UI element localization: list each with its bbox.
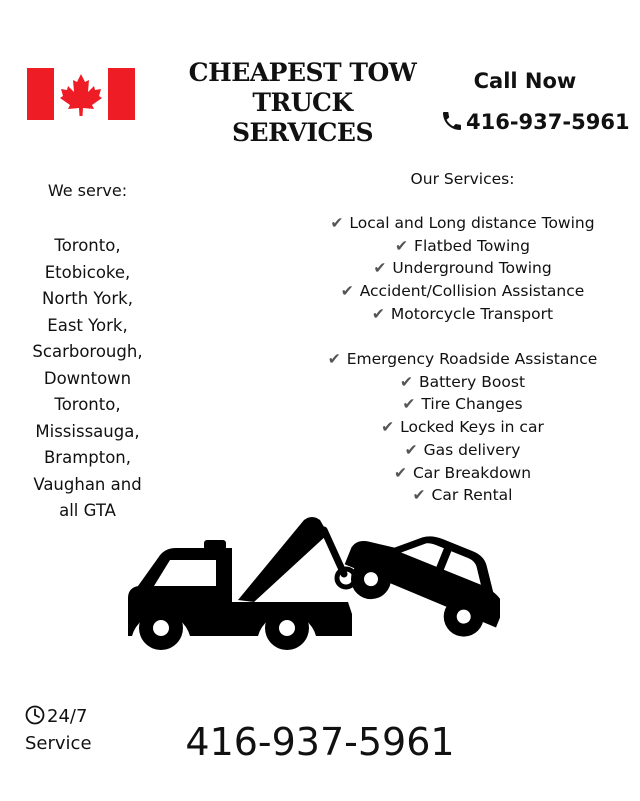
area-item: Scarborough, — [32, 342, 143, 361]
service-item-label: Local and Long distance Towing — [349, 214, 595, 232]
service-item — [300, 371, 625, 394]
service-item-label: Emergency Roadside Assistance — [346, 350, 598, 368]
area-item: Mississauga, — [35, 421, 140, 441]
availability-line — [25, 703, 135, 730]
title-line: CHEAPEST TOW — [188, 58, 417, 87]
title-line: TRUCK — [252, 88, 353, 117]
area-item: East York, — [47, 315, 128, 335]
title-line: SERVICES — [231, 118, 374, 147]
service-item — [300, 348, 625, 371]
area-item: Toronto, — [54, 395, 121, 414]
service-item-label: Car Breakdown — [412, 463, 532, 482]
check-icon: ✔ — [399, 372, 413, 391]
service-item — [300, 416, 625, 439]
check-icon: ✔ — [393, 463, 407, 482]
service-item — [300, 462, 625, 485]
services-list-roadside — [300, 348, 625, 507]
availability-hours: 24/7 — [47, 706, 88, 727]
check-icon: ✔ — [371, 304, 385, 323]
we-serve-label: We serve: — [47, 181, 128, 200]
service-item — [300, 393, 625, 416]
service-item — [300, 303, 625, 326]
service-item-label: Battery Boost — [418, 372, 526, 391]
service-item — [300, 212, 625, 235]
service-item-label: Motorcycle Transport — [390, 304, 554, 323]
services-list-towing — [300, 212, 625, 326]
area-item: Toronto, — [54, 236, 121, 255]
service-item — [300, 257, 625, 280]
check-icon: ✔ — [402, 395, 416, 414]
area-item: Brampton, — [43, 448, 132, 467]
service-item — [300, 439, 625, 462]
check-icon: ✔ — [373, 259, 387, 278]
area-item: Etobicoke, — [44, 262, 131, 282]
tow-truck-icon — [120, 516, 500, 652]
services-label: Our Services: — [410, 170, 515, 188]
area-item: all GTA — [59, 501, 116, 520]
availability-service: Service — [25, 733, 92, 754]
clock-icon — [25, 705, 45, 725]
check-icon: ✔ — [340, 282, 354, 301]
phone-icon — [440, 109, 464, 133]
service-item — [300, 235, 625, 258]
service-item — [300, 280, 625, 303]
service-item-label: Accident/Collision Assistance — [359, 282, 585, 301]
service-item-label: Car Rental — [431, 486, 513, 505]
service-areas-list — [15, 233, 160, 525]
area-item: Vaughan and — [33, 474, 142, 494]
call-now-label: Call Now — [473, 69, 577, 93]
service-item-label: Locked Keys in car — [400, 418, 544, 437]
check-icon: ✔ — [327, 350, 341, 368]
area-item: Downtown — [43, 368, 132, 388]
check-icon: ✔ — [330, 214, 344, 232]
check-icon: ✔ — [412, 486, 426, 505]
phone-number-text: 416-937-5961 — [466, 110, 630, 134]
service-item-label: Flatbed Towing — [414, 236, 530, 255]
service-item-label: Underground Towing — [392, 259, 552, 278]
availability-badge — [25, 703, 135, 757]
page-title — [165, 58, 440, 148]
service-item — [300, 484, 625, 507]
phone-number-bottom[interactable]: 416-937-5961 — [185, 720, 455, 764]
service-item-label: Gas delivery — [423, 440, 521, 459]
phone-number-top[interactable] — [440, 108, 630, 136]
service-item-label: Tire Changes — [421, 395, 523, 414]
area-item: North York, — [42, 289, 133, 308]
canada-flag-icon — [27, 68, 135, 120]
check-icon: ✔ — [404, 440, 418, 459]
check-icon: ✔ — [395, 236, 409, 255]
check-icon: ✔ — [381, 418, 395, 437]
